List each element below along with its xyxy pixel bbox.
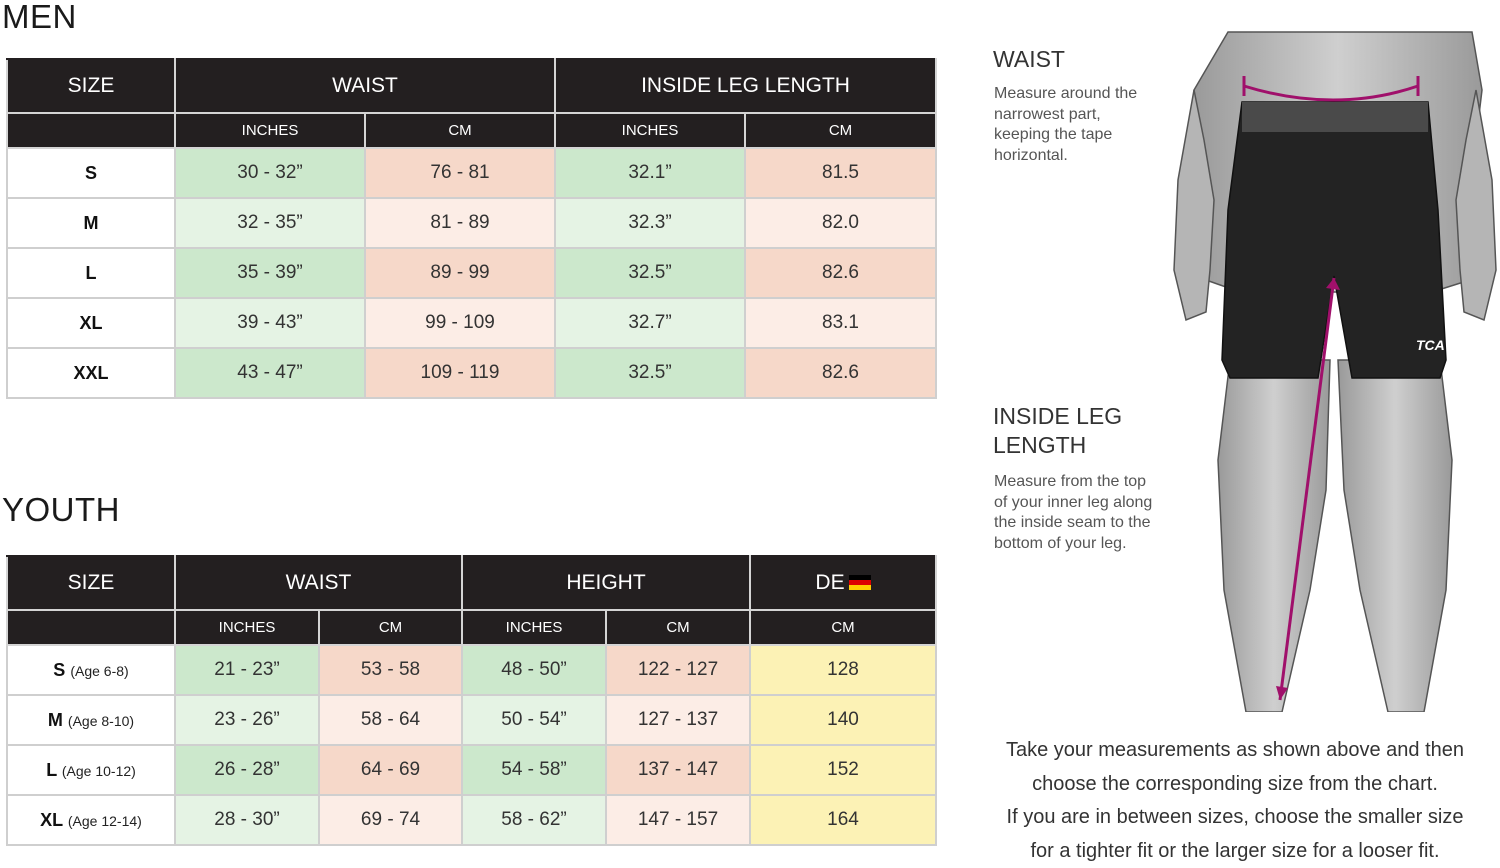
youth-header-de-label: DE <box>815 571 844 594</box>
size-cell <box>7 645 175 695</box>
waist-inches-cell: 21 - 23” <box>175 645 319 695</box>
de-cm-cell: 128 <box>750 645 936 695</box>
leg-guide-heading-line1: INSIDE LEG <box>993 402 1153 431</box>
youth-subheader-height-inches: INCHES <box>462 610 606 645</box>
shorts-shape <box>1222 102 1446 378</box>
measurement-note <box>985 734 1485 868</box>
right-leg-shape <box>1338 360 1452 712</box>
note-line: Take your measurements as shown above and then <box>985 734 1485 768</box>
size-label: XL <box>40 810 63 830</box>
height-cm-cell: 122 - 127 <box>606 645 750 695</box>
height-inches-cell: 58 - 62” <box>462 795 606 845</box>
table-row <box>7 645 936 695</box>
note-line: for a tighter fit or the larger size for a looser fit. <box>985 835 1485 868</box>
leg-cm-cell: 83.1 <box>745 298 936 348</box>
height-inches-cell: 48 - 50” <box>462 645 606 695</box>
table-row <box>7 795 936 845</box>
germany-flag-icon <box>849 575 871 590</box>
waist-cm-cell: 58 - 64 <box>319 695 462 745</box>
leg-inches-cell: 32.3” <box>555 198 745 248</box>
men-size-table <box>6 58 937 399</box>
height-inches-cell: 54 - 58” <box>462 745 606 795</box>
age-label: (Age 6-8) <box>70 663 128 679</box>
waist-inches-cell: 35 - 39” <box>175 248 365 298</box>
table-row <box>7 348 936 398</box>
men-subheader-waist-inches: INCHES <box>175 113 365 148</box>
table-row <box>7 298 936 348</box>
de-cm-cell: 140 <box>750 695 936 745</box>
size-cell: L <box>7 248 175 298</box>
youth-header-row <box>7 556 936 610</box>
waist-cm-cell: 81 - 89 <box>365 198 555 248</box>
youth-subheader-row <box>7 610 936 645</box>
size-cell: XL <box>7 298 175 348</box>
table-row <box>7 248 936 298</box>
men-header-row <box>7 59 936 113</box>
youth-subheader-de-cm: CM <box>750 610 936 645</box>
table-row <box>7 745 936 795</box>
leg-guide-heading-line2: LENGTH <box>993 431 1153 460</box>
size-label: M <box>48 710 63 730</box>
waist-cm-cell: 99 - 109 <box>365 298 555 348</box>
de-cm-cell: 152 <box>750 745 936 795</box>
youth-header-size: SIZE <box>7 556 175 610</box>
shorts-waistband <box>1242 102 1428 132</box>
leg-inches-cell: 32.7” <box>555 298 745 348</box>
leg-guide-heading <box>993 402 1153 460</box>
waist-inches-cell: 28 - 30” <box>175 795 319 845</box>
table-row <box>7 148 936 198</box>
de-cm-cell: 164 <box>750 795 936 845</box>
waist-guide-heading: WAIST <box>993 45 1153 74</box>
leg-inches-cell: 32.5” <box>555 248 745 298</box>
table-row <box>7 695 936 745</box>
left-leg-shape <box>1218 360 1330 712</box>
youth-subheader-blank <box>7 610 175 645</box>
waist-guide-text: Measure around the narrowest part, keeping the tape horizontal. <box>994 84 1159 166</box>
waist-cm-cell: 76 - 81 <box>365 148 555 198</box>
men-subheader-leg-cm: CM <box>745 113 936 148</box>
leg-inches-cell: 32.1” <box>555 148 745 198</box>
leg-cm-cell: 81.5 <box>745 148 936 198</box>
leg-cm-cell: 82.6 <box>745 248 936 298</box>
youth-subheader-waist-inches: INCHES <box>175 610 319 645</box>
leg-cm-cell: 82.0 <box>745 198 936 248</box>
men-section-title: MEN <box>2 0 77 33</box>
waist-inches-cell: 26 - 28” <box>175 745 319 795</box>
youth-section-title: YOUTH <box>2 493 120 526</box>
men-subheader-waist-cm: CM <box>365 113 555 148</box>
size-label: S <box>53 660 65 680</box>
table-row <box>7 198 936 248</box>
waist-cm-cell: 53 - 58 <box>319 645 462 695</box>
men-header-leg: INSIDE LEG LENGTH <box>555 59 936 113</box>
waist-inches-cell: 32 - 35” <box>175 198 365 248</box>
men-header-size: SIZE <box>7 59 175 113</box>
age-label: (Age 8-10) <box>68 713 134 729</box>
waist-cm-cell: 69 - 74 <box>319 795 462 845</box>
waist-cm-cell: 64 - 69 <box>319 745 462 795</box>
youth-subheader-height-cm: CM <box>606 610 750 645</box>
body-measurement-illustration <box>1170 30 1500 712</box>
note-line: choose the corresponding size from the chart. <box>985 768 1485 802</box>
men-subheader-row <box>7 113 936 148</box>
men-header-waist: WAIST <box>175 59 555 113</box>
men-subheader-leg-inches: INCHES <box>555 113 745 148</box>
youth-size-table <box>6 555 937 846</box>
leg-inches-cell: 32.5” <box>555 348 745 398</box>
size-cell <box>7 795 175 845</box>
men-subheader-blank <box>7 113 175 148</box>
size-cell <box>7 695 175 745</box>
leg-cm-cell: 82.6 <box>745 348 936 398</box>
size-label: L <box>46 760 57 780</box>
height-inches-cell: 50 - 54” <box>462 695 606 745</box>
waist-cm-cell: 89 - 99 <box>365 248 555 298</box>
waist-inches-cell: 30 - 32” <box>175 148 365 198</box>
age-label: (Age 12-14) <box>68 813 142 829</box>
size-cell: S <box>7 148 175 198</box>
size-cell: XXL <box>7 348 175 398</box>
youth-header-de <box>750 556 936 610</box>
waist-cm-cell: 109 - 119 <box>365 348 555 398</box>
height-cm-cell: 147 - 157 <box>606 795 750 845</box>
leg-guide-text: Measure from the top of your inner leg along the inside seam to the bottom of your leg. <box>994 472 1159 554</box>
age-label: (Age 10-12) <box>62 763 136 779</box>
height-cm-cell: 127 - 137 <box>606 695 750 745</box>
size-cell: M <box>7 198 175 248</box>
waist-inches-cell: 39 - 43” <box>175 298 365 348</box>
brand-logo: TCA <box>1416 337 1445 353</box>
height-cm-cell: 137 - 147 <box>606 745 750 795</box>
youth-subheader-waist-cm: CM <box>319 610 462 645</box>
waist-inches-cell: 43 - 47” <box>175 348 365 398</box>
note-line: If you are in between sizes, choose the smaller size <box>985 801 1485 835</box>
size-cell <box>7 745 175 795</box>
waist-inches-cell: 23 - 26” <box>175 695 319 745</box>
youth-header-waist: WAIST <box>175 556 462 610</box>
youth-header-height: HEIGHT <box>462 556 750 610</box>
